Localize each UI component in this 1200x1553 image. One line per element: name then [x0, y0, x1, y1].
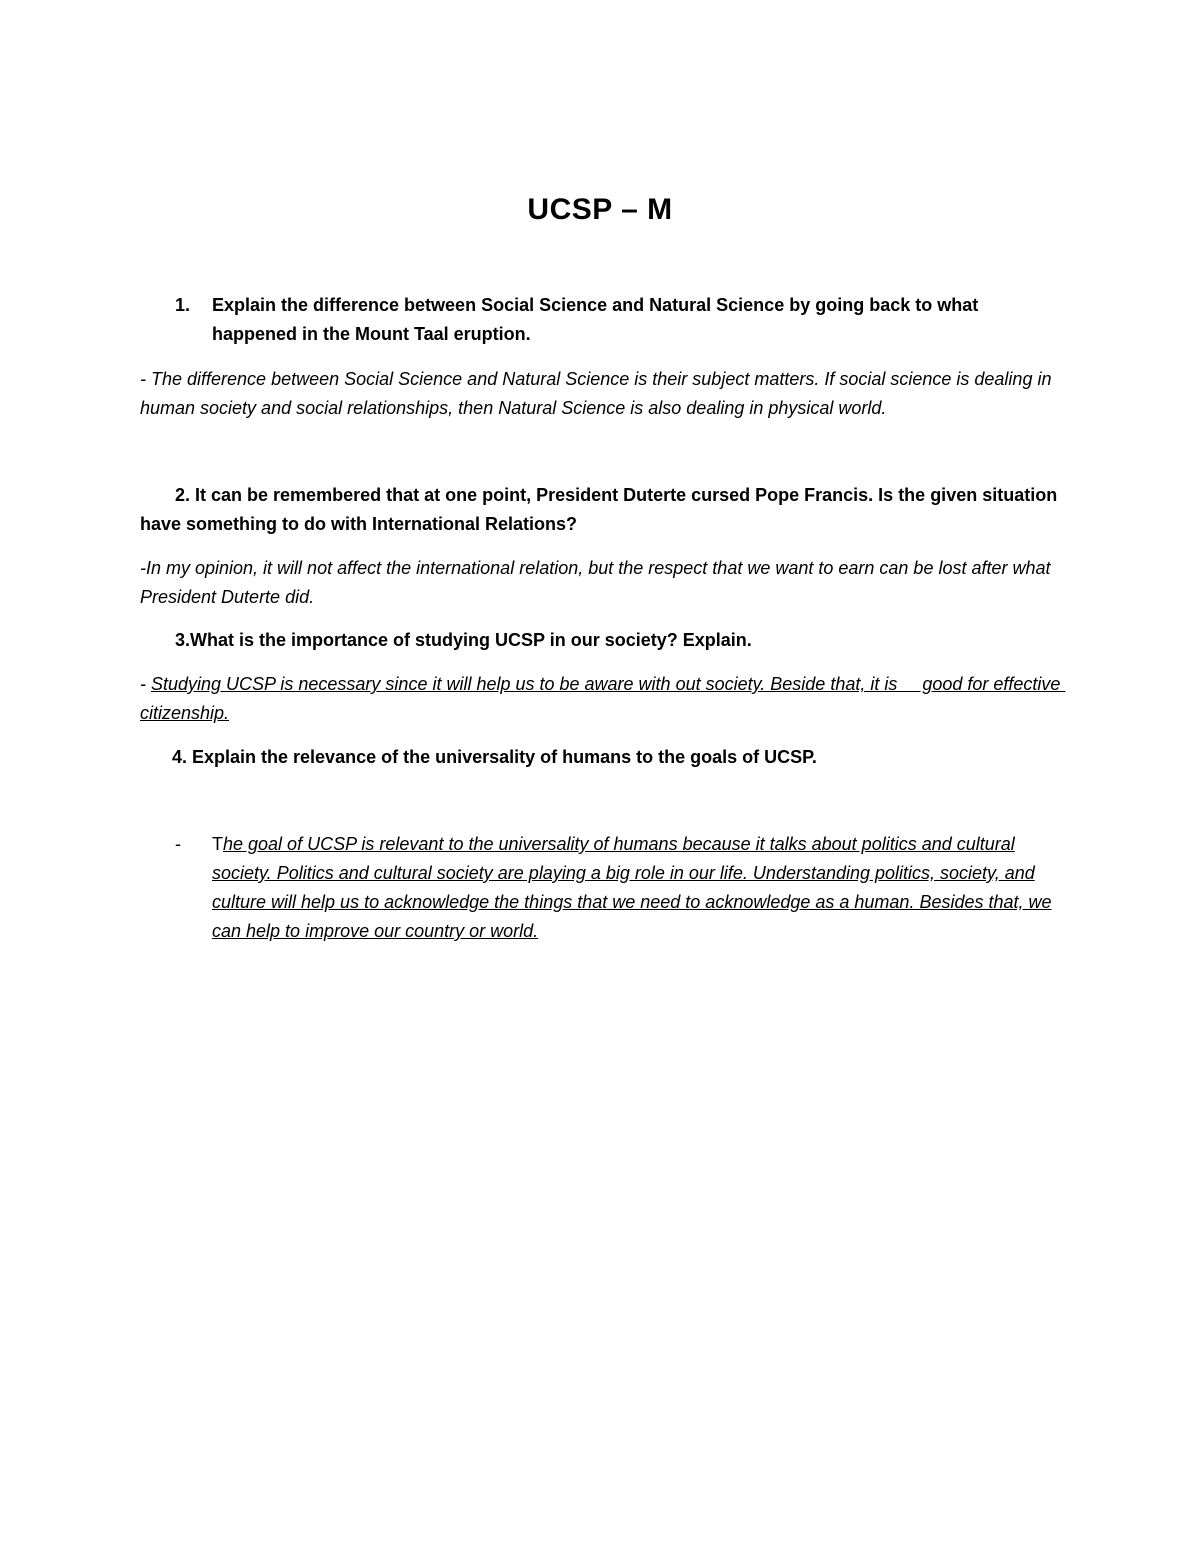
answer-4-text: he goal of UCSP is relevant to the universality of humans because it talks about politics and cultural society. Politics and cultural society are playing a big role in our life. Understanding politics, society, and culture will help us to acknowledge the things that we need to acknowledge as a human. Besides that, we can help to improve our country or world. — [212, 834, 1052, 941]
answer-1: - The difference between Social Science and Natural Science is their subject matters. If social science is dealing in human society and social relationships, then Natural Science is also dealing in physical world. — [140, 369, 1052, 418]
answer-4-lead: T — [212, 834, 223, 854]
question-2: 2. It can be remembered that at one point, President Duterte cursed Pope Francis. Is the given situation have something to do with International Relations? — [140, 485, 1058, 534]
question-3: 3.What is the importance of studying UCSP in our society? Explain. — [175, 630, 752, 650]
question-4: 4. Explain the relevance of the universality of humans to the goals of UCSP. — [172, 747, 817, 767]
question-1: Explain the difference between Social Science and Natural Science by going back to what happened in the Mount Taal eruption. — [212, 295, 979, 344]
document-title: UCSP – M — [527, 193, 673, 226]
answer-2: -In my opinion, it will not affect the international relation, but the respect that we want to earn can be lost after what President Duterte did. — [140, 558, 1051, 607]
answer-3-prefix: - — [140, 674, 151, 694]
answer-4 — [212, 830, 1072, 946]
answer-3 — [140, 670, 1070, 728]
question-1-number: 1. — [175, 295, 191, 315]
answer-4-bullet: - — [175, 834, 181, 854]
answer-3-text: Studying UCSP is necessary since it will help us to be aware with out society. Beside that, it is good for effective citizenship. — [140, 674, 1066, 723]
